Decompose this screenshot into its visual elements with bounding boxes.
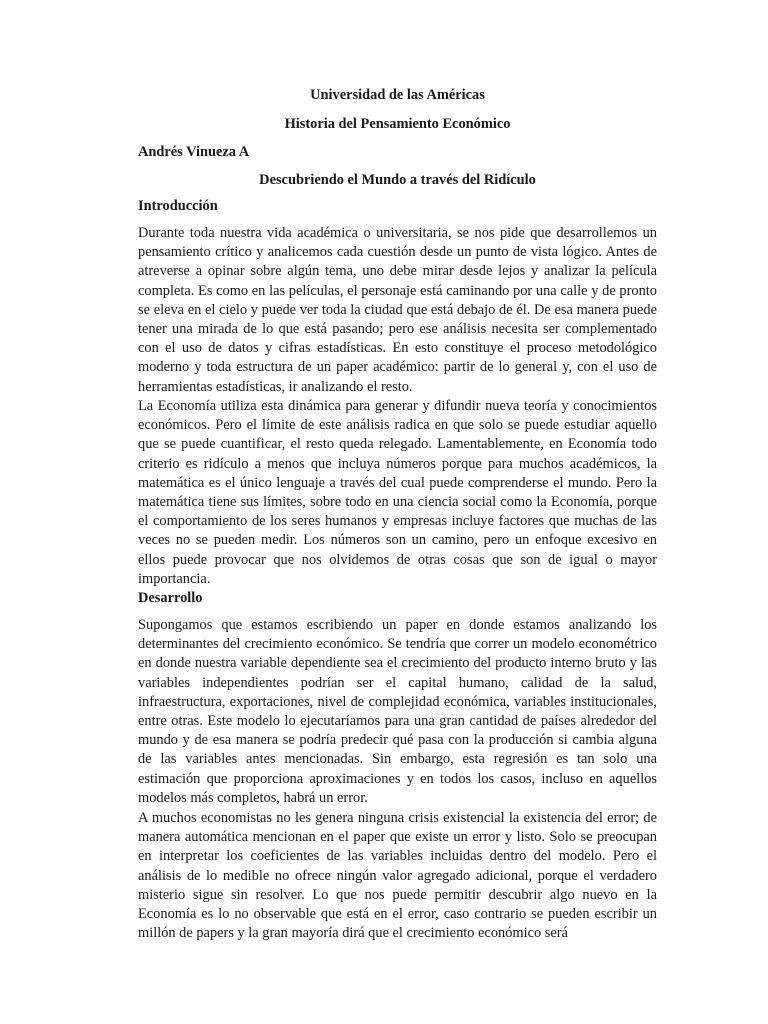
paragraph: Supongamos que estamos escribiendo un paper en donde estamos analizando los determinantes del crecimiento económico. Se tendría que correr un modelo econométrico en donde nuestra variable dependiente sea el crecimiento del producto interno bruto y las variables independientes podrían ser el capital humano, calidad de la salud, infraestructura, exportaciones, nivel de complejidad económica, variables institucionales, entre otras. Este modelo lo ejecutaríamos para una gran cantidad de países alrededor del mundo y de esa manera se podría predecir qué pasa con la producción si cambia alguna de las variables antes mencionadas. Sin embargo, esta regresión es tan solo una estimación que proporciona aproximaciones y en todos los casos, incluso en aquellos modelos más completos, habrá un error. bbox=[138, 617, 657, 806]
section-heading-introduccion: Introducción bbox=[138, 198, 218, 214]
section-heading-desarrollo: Desarrollo bbox=[138, 590, 203, 606]
course-name: Historia del Pensamiento Económico bbox=[284, 116, 511, 132]
paragraph: La Economía utiliza esta dinámica para generar y difundir nueva teoría y conocimientos económicos. Pero el límite de este análisis radica en que solo se puede estudiar aquello que se puede cuantificar, el resto queda relegado. Lamentablemente, en Economía todo criterio es ridículo a menos que incluya números porque para muchos académicos, la matemática es el único lenguaje a través del cual puede comprenderse el mundo. Pero la matemática tiene sus límites, sobre todo en una ciencia social como la Economía, porque el comportamiento de los seres humanos y empresas incluye factores que muchas de las veces no se pueden medir. Los números son un camino, pero un enfoque excesivo en ellos puede provocar que nos olvidemos de otras cosas que son de igual o mayor importancia. bbox=[138, 398, 657, 587]
institution-name: Universidad de las Américas bbox=[310, 87, 485, 103]
document-title: Descubriendo el Mundo a través del Ridículo bbox=[259, 172, 536, 188]
paragraph: Durante toda nuestra vida académica o universitaria, se nos pide que desarrollemos un pensamiento crítico y analicemos cada cuestión desde un punto de vista lógico. Antes de atreverse a opinar sobre algún tema, uno debe mirar desde lejos y analizar la película completa. Es como en las películas, el personaje está caminando por una calle y de pronto se eleva en el cielo y puede ver toda la ciudad que está debajo de él. De esa manera puede tener una mirada de lo que está pasando; pero ese análisis necesita ser complementado con el uso de datos y cifras estadísticas. En esto constituye el proceso metodológico moderno y toda estructura de un paper académico: partir de lo general y, con el uso de herramientas estadísticas, ir analizando el resto. bbox=[138, 225, 657, 395]
paragraph: A muchos economistas no les genera ninguna crisis existencial la existencia del error; de manera automática mencionan en el paper que existe un error y listo. Solo se preocupan en interpretar los coeficientes de las variables incluidas dentro del modelo. Pero el análisis de lo medible no ofrece ningún valor agregado adicional, porque el verdadero misterio sigue sin resolver. Lo que nos puede permitir descubrir algo nuevo en la Economía es lo no observable que está en el error, caso contrario se pueden escribir un millón de papers y la gran mayoría dirá que el crecimiento económico será bbox=[138, 810, 657, 942]
author-name: Andrés Vinueza A bbox=[138, 144, 250, 160]
